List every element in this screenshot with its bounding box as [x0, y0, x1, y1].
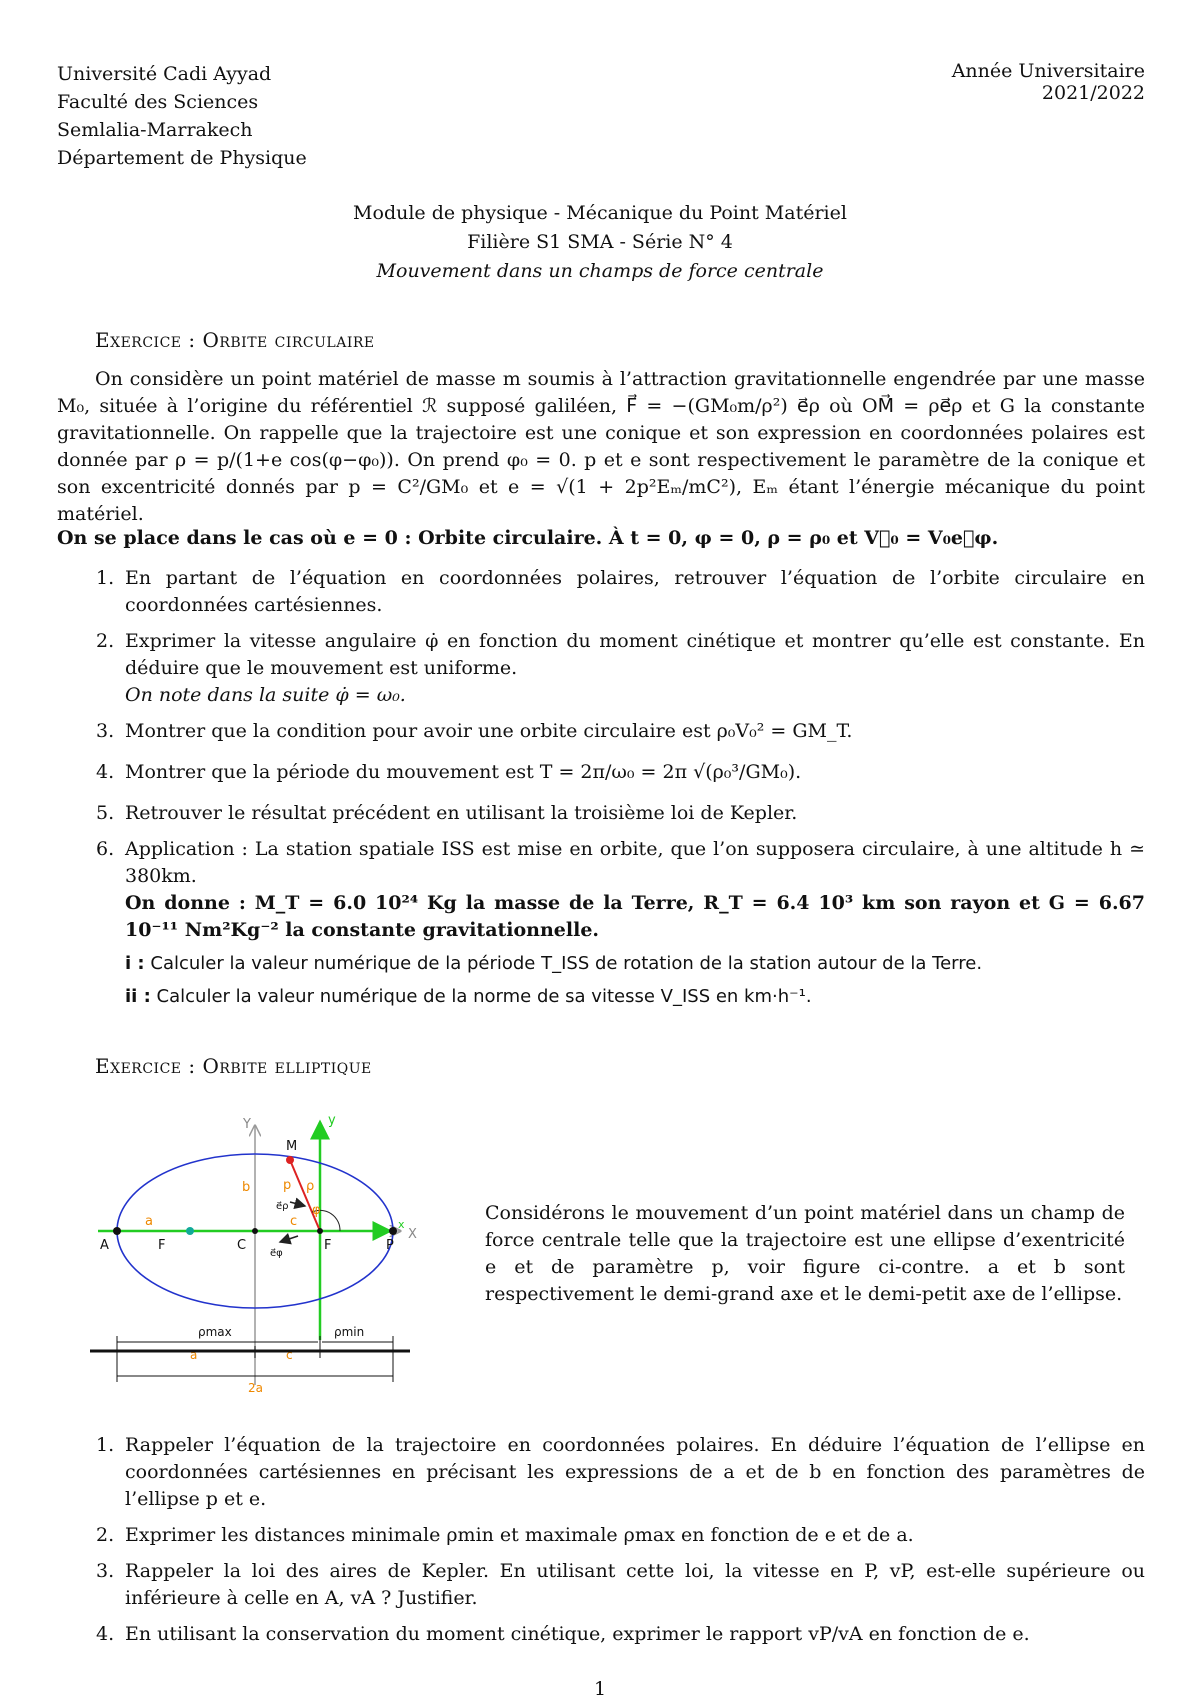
label-M: M	[286, 1139, 298, 1154]
question-item: 4. En utilisant la conservation du moment cinétique, exprimer le rapport vP/vA en fonction de e.	[96, 1623, 1030, 1645]
exercise1-hypothesis: On se place dans le cas où e = 0 : Orbite circulaire. À t = 0, φ = 0, ρ = ρ₀ et V⃗₀ = V₀e⃗φ.	[57, 527, 999, 549]
label-C: C	[237, 1238, 247, 1253]
question-item: 4. Montrer que la période du mouvement est T = 2π/ω₀ = 2π √(ρ₀³/GM₀).	[96, 761, 802, 783]
question-item: 1. Rappeler l’équation de la trajectoire en coordonnées polaires. En déduire l’équation de l’ellipse en coordonnées cartésiennes en précisant les expressions de a et de b en fonction des paramètres de l’ellipse p et e.	[96, 1434, 1145, 1510]
label-a-bottom: a	[190, 1348, 198, 1362]
label-erho: e⃗ρ	[276, 1201, 289, 1212]
faculty-name: Faculté des Sciences	[57, 91, 259, 113]
question-item: 1. En partant de l’équation en coordonnées polaires, retrouver l’équation de l’orbite circulaire en coordonnées cartésiennes.	[96, 567, 1145, 616]
point-A	[113, 1227, 121, 1235]
label-A: A	[100, 1238, 109, 1253]
label-a: a	[145, 1214, 153, 1229]
focus-F1	[186, 1227, 194, 1235]
label-rho-max: ρmax	[198, 1325, 232, 1339]
question-item: 3. Rappeler la loi des aires de Kepler. En utilisant cette loi, la vitesse en P, vP, est-elle supérieure ou inférieure à celle en A, vA ? Justifier.	[96, 1560, 1145, 1609]
question-item: 5. Retrouver le résultat précédent en utilisant la troisième loi de Kepler.	[96, 802, 798, 824]
label-b: b	[242, 1180, 251, 1195]
label-c-bottom: c	[286, 1348, 293, 1362]
label-c: c	[290, 1214, 298, 1229]
topic-title: Mouvement dans un champs de force centrale	[376, 260, 824, 282]
erho-vector	[290, 1202, 305, 1206]
department-name: Département de Physique	[57, 147, 307, 169]
label-ephi: e⃗φ	[270, 1248, 283, 1259]
question-item: 3. Montrer que la condition pour avoir une orbite circulaire est ρ₀V₀² = GM_T.	[96, 720, 853, 742]
question-item: 2. Exprimer la vitesse angulaire φ̇ en fonction du moment cinétique et montrer qu’elle est constante. En déduire que le mouvement est uniforme. On note dans la suite φ̇ = ω₀.	[57, 628, 1145, 709]
label-rho: ρ	[306, 1179, 315, 1194]
question-note: On note dans la suite φ̇ = ω₀.	[125, 684, 406, 706]
focus-F2	[317, 1228, 323, 1234]
exercise1-heading: Exercice : Orbite circulaire	[95, 328, 375, 352]
label-X: X	[408, 1227, 417, 1242]
label-x: x	[398, 1218, 405, 1231]
label-Y: Y	[243, 1117, 251, 1132]
exercise1-intro: On considère un point matériel de masse m soumis à l’attraction gravitationnelle engendrée par une masse M₀, située à l’origine du référentiel ℛ supposé galiléen, F⃗ = −(GM₀m/ρ²) e⃗ρ où OM⃗ = ρe⃗ρ et G la constante gravitationnelle. On rappelle que la trajectoire est une conique et son expression en coordonnées polaires est donnée par ρ = p/(1+e cos(φ−φ₀)). On prend φ₀ = 0. p et e sont respectivement le paramètre de la conique et son excentricité donnés par p = C²/GM₀ et e = √(1 + 2p²Eₘ/mC²), Eₘ étant l’énergie mécanique du point matériel.	[57, 368, 1145, 525]
sub-question-ii: ii : Calculer la valeur numérique de la norme de sa vitesse V_ISS en km·h⁻¹.	[125, 986, 812, 1007]
module-title: Module de physique - Mécanique du Point Matériel	[353, 202, 847, 224]
given-data: On donne : M_T = 6.0 10²⁴ Kg la masse de la Terre, R_T = 6.4 10³ km son rayon et G = 6.67 10⁻¹¹ Nm²Kg⁻² la constante gravitationnelle.	[125, 892, 1145, 941]
exercise2-heading: Exercice : Orbite elliptique	[95, 1054, 372, 1078]
label-p: p	[283, 1178, 292, 1193]
series-title: Filière S1 SMA - Série N° 4	[467, 231, 733, 253]
label-F2: F	[324, 1238, 332, 1253]
label-phi: φ	[312, 1203, 321, 1218]
label-rho-min: ρmin	[334, 1325, 365, 1339]
point-M	[286, 1156, 294, 1164]
label-P: P	[386, 1238, 394, 1253]
question-item: 6. Application : La station spatiale ISS est mise en orbite, que l’on supposera circulaire, à une altitude h ≃ 380km. On donne : M_T = 6.0 10²⁴ Kg la masse de la Terre, R_T = 6.4 10³ km son rayon et G = 6.67 10⁻¹¹ Nm²Kg⁻² la constante gravitationnelle. i : Calculer la valeur numérique de la période T_ISS de rotation de la station autour de la Terre. ii : Calculer la valeur numérique de la norme de sa vitesse V_ISS en km·h⁻¹.	[57, 836, 1145, 1010]
university-name: Université Cadi Ayyad	[57, 63, 272, 85]
ellipse-figure	[90, 1110, 430, 1400]
question-item: 2. Exprimer les distances minimale ρmin et maximale ρmax en fonction de e et de a.	[96, 1524, 914, 1546]
exercise1-questions	[57, 565, 1145, 1019]
document-titles	[0, 199, 1200, 286]
center-C	[252, 1228, 258, 1234]
label-y: y	[328, 1113, 336, 1128]
label-2a: 2a	[248, 1381, 263, 1395]
point-P	[389, 1227, 397, 1235]
city-name: Semlalia-Marrakech	[57, 119, 253, 141]
exercise2-questions	[57, 1432, 1145, 1657]
sub-question-i: i : Calculer la valeur numérique de la période T_ISS de rotation de la station autour de la Terre.	[125, 953, 983, 974]
ephi-vector	[280, 1236, 298, 1242]
label-F1: F	[158, 1238, 166, 1253]
academic-year: Année Universitaire 2021/2022	[951, 60, 1145, 104]
institution-block	[57, 60, 307, 172]
figure-description: Considérons le mouvement d’un point matériel dans un champ de force centrale telle que la trajectoire est une ellipse d’exentricité e et de paramètre p, voir figure ci-contre. a et b sont respectivement le demi-grand axe et le demi-petit axe de l’ellipse.	[485, 1202, 1125, 1305]
page-number: 1	[593, 1678, 607, 1700]
